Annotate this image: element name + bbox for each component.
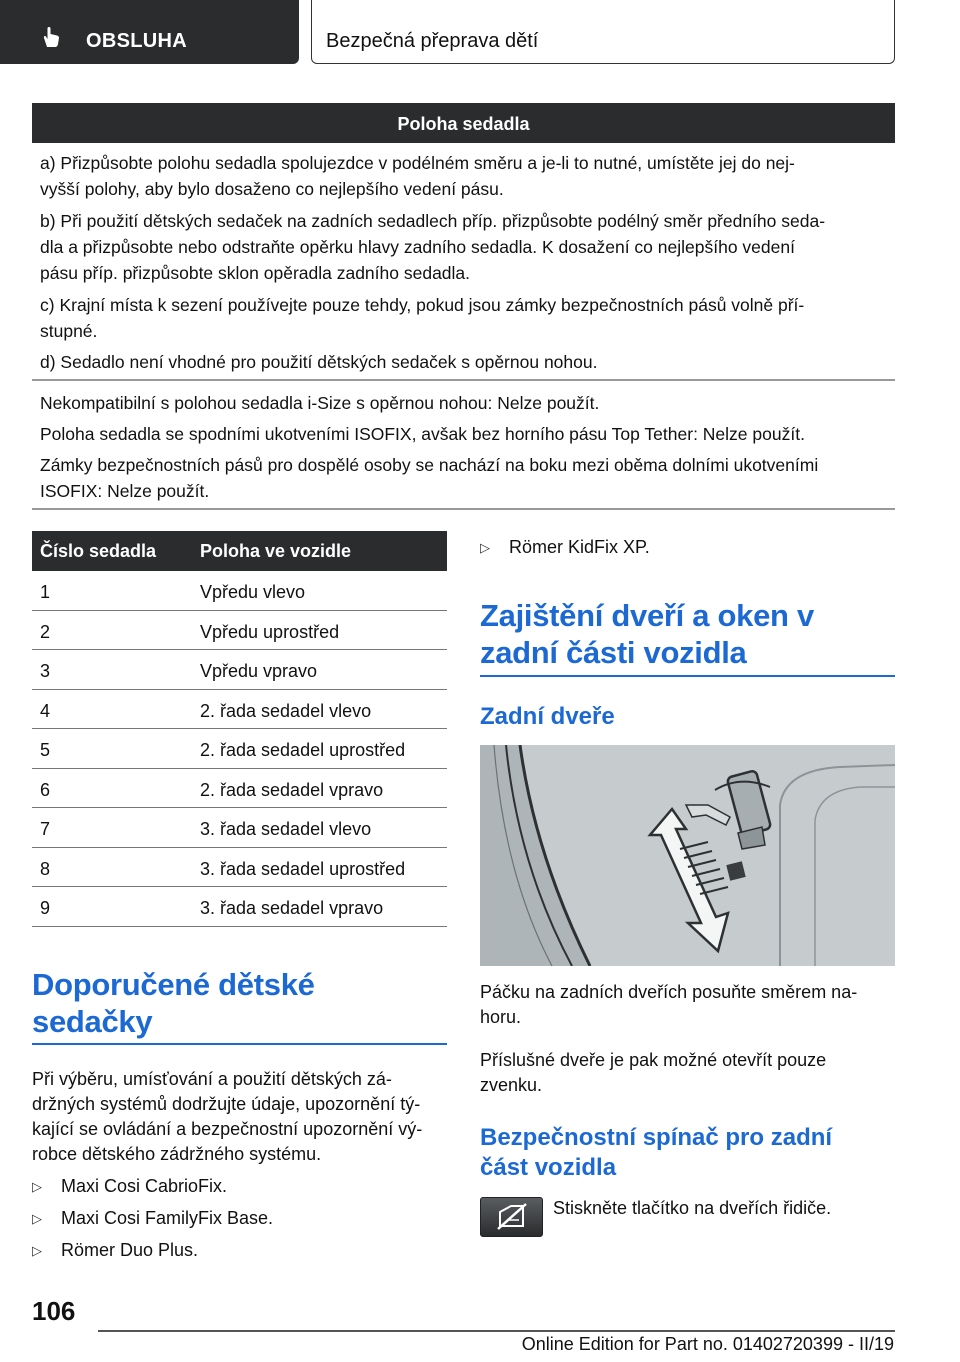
heading-line: část vozidla xyxy=(480,1154,617,1181)
list-item-text: Römer Duo Plus. xyxy=(61,1240,199,1260)
section-heading xyxy=(32,966,315,1040)
table-row xyxy=(32,769,447,809)
paragraph-line: držných systémů dodržujte údaje, upozornění tý- xyxy=(32,1094,421,1114)
seat-position: Vpředu vlevo xyxy=(200,582,306,602)
seat-position: 3. řada sedadel uprostřed xyxy=(200,858,406,879)
seat-position-header: Poloha sedadla xyxy=(32,103,895,143)
rear-doors-paragraph xyxy=(480,1048,826,1098)
door-illustration xyxy=(480,745,895,966)
column-header: Číslo sedadla xyxy=(40,541,157,561)
note-line: stupné. xyxy=(40,321,98,341)
intro-paragraph xyxy=(32,1067,422,1167)
seat-position: 2. řada sedadel vlevo xyxy=(200,700,372,721)
paragraph-line: kající se ovládání a bezpečnostní upozornění vý- xyxy=(32,1119,423,1139)
seat-number: 3 xyxy=(40,661,51,681)
section-tab xyxy=(0,0,299,64)
seat-number: 1 xyxy=(40,582,51,602)
note-line: dla a přizpůsobte nebo odstraňte opěrku hlavy zadního sedadla. K dosažení co nejlepšího vedení xyxy=(40,237,795,257)
divider xyxy=(32,379,895,381)
subsection-heading: Zadní dveře xyxy=(480,703,615,730)
seat-number: 6 xyxy=(40,779,51,800)
table-row xyxy=(32,571,447,611)
bullet-triangle-icon: ▷ xyxy=(32,1211,42,1226)
paragraph-line: Páčku na zadních dveřích posuňte směrem na- xyxy=(480,982,858,1002)
legend-line: Poloha sedadla se spodními ukotveními ISOFIX, avšak bez horního pásu Top Tether: Nelze použít. xyxy=(40,424,805,444)
list-item-text: Römer KidFix XP. xyxy=(509,537,650,557)
table-row xyxy=(32,650,447,690)
seat-number: 5 xyxy=(40,740,51,760)
paragraph-line: Příslušné dveře je pak možné otevřít pouze xyxy=(480,1050,827,1070)
chapter-title: Bezpečná přeprava dětí xyxy=(326,30,539,52)
heading-rule xyxy=(32,1043,447,1045)
seat-position: 2. řada sedadel vpravo xyxy=(200,779,384,800)
bullet-triangle-icon: ▷ xyxy=(480,540,490,555)
page-number: 106 xyxy=(32,1296,76,1326)
table-row xyxy=(32,611,447,651)
divider xyxy=(32,508,895,510)
heading-line: zadní části vozidla xyxy=(480,635,747,670)
paragraph-line: Při výběru, umísťování a použití dětských zá- xyxy=(32,1069,392,1089)
seat-number: 8 xyxy=(40,858,51,879)
heading-line: Zajištění dveří a oken v xyxy=(480,598,814,633)
rear-doors-paragraph xyxy=(480,980,857,1030)
seat-number: 9 xyxy=(40,898,51,918)
table-row xyxy=(32,887,447,927)
switch-paragraph: Stiskněte tlačítko na dveřích řidiče. xyxy=(553,1198,832,1218)
note-line: b) Při použití dětských sedaček na zadních sedadlech příp. přizpůsobte podélný směr předního seda- xyxy=(40,211,826,231)
bullet-triangle-icon: ▷ xyxy=(32,1243,42,1258)
note-line: vyšší polohy, aby bylo dosaženo co nejlepšího vedení pásu. xyxy=(40,179,504,199)
seat-table-header xyxy=(32,531,447,571)
list-item-text: Maxi Cosi CabrioFix. xyxy=(61,1176,228,1196)
note-line: c) Krajní místa k sezení používejte pouze tehdy, pokud jsou zámky bezpečnostních pásů volně pří- xyxy=(40,295,805,315)
list-item-text: Maxi Cosi FamilyFix Base. xyxy=(61,1208,274,1228)
seat-position: 3. řada sedadel vlevo xyxy=(200,819,372,839)
seat-number: 4 xyxy=(40,700,51,721)
hand-pointer-icon xyxy=(40,26,62,48)
note-line: d) Sedadlo není vhodné pro použití dětských sedaček s opěrnou nohou. xyxy=(40,352,598,372)
seat-position: Vpředu uprostřed xyxy=(200,621,340,642)
seat-position: Vpředu vpravo xyxy=(200,661,318,681)
seat-position: 2. řada sedadel uprostřed xyxy=(200,740,406,760)
note-line: a) Přizpůsobte polohu sedadla spolujezdce v podélném směru a je-li to nutné, umístěte jej do nej- xyxy=(40,153,795,173)
seat-position: 3. řada sedadel vpravo xyxy=(200,898,384,918)
table-row xyxy=(32,690,447,730)
seat-number: 2 xyxy=(40,621,51,642)
table-row xyxy=(32,729,447,769)
column-header: Poloha ve vozidle xyxy=(200,541,352,561)
heading-line: Bezpečnostní spínač pro zadní xyxy=(480,1124,833,1151)
paragraph-line: horu. xyxy=(480,1007,522,1027)
footer-rule xyxy=(98,1330,895,1332)
section-heading xyxy=(480,597,814,671)
section-label: OBSLUHA xyxy=(86,30,187,52)
seat-number: 7 xyxy=(40,819,51,839)
legend-line: Zámky bezpečnostních pásů pro dospělé osoby se nachází na boku mezi oběma dolními ukotveními xyxy=(40,455,819,475)
legend-line: ISOFIX: Nelze použít. xyxy=(40,481,210,501)
edition-info: Online Edition for Part no. 01402720399 - II/19 xyxy=(521,1334,894,1354)
table-row xyxy=(32,808,447,848)
door-child-lock-lever-illustration xyxy=(480,745,895,966)
note-line: pásu příp. přizpůsobte sklon opěradla zadního sedadla. xyxy=(40,263,471,283)
bullet-triangle-icon: ▷ xyxy=(32,1179,42,1194)
legend-line: Nekompatibilní s polohou sedadla i-Size s opěrnou nohou: Nelze použít. xyxy=(40,393,600,413)
window-lock-button-icon xyxy=(480,1197,543,1237)
paragraph-line: zvenku. xyxy=(480,1075,543,1095)
heading-line: sedačky xyxy=(32,1004,153,1039)
window-lock-symbol xyxy=(481,1198,542,1236)
heading-rule xyxy=(480,675,895,677)
subsection-heading xyxy=(480,1123,832,1183)
heading-line: Doporučené dětské xyxy=(32,967,315,1002)
paragraph-line: robce dětského zádržného systému. xyxy=(32,1144,322,1164)
table-row xyxy=(32,848,447,888)
